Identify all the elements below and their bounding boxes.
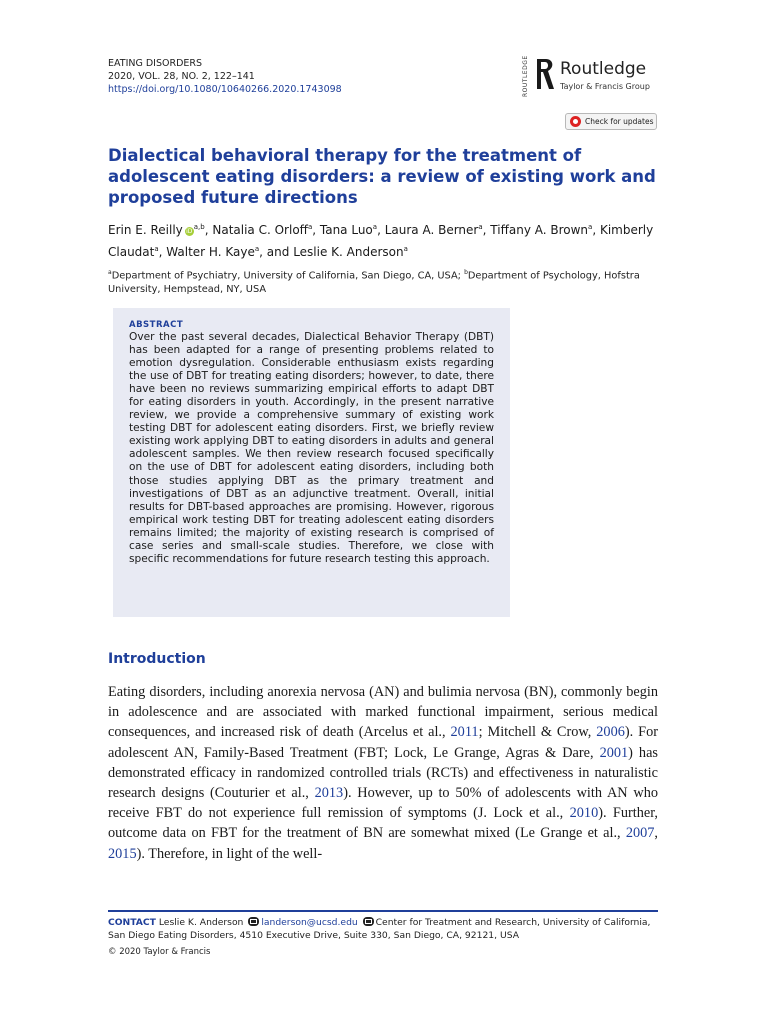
email-icon xyxy=(248,917,259,926)
abstract-heading: ABSTRACT xyxy=(129,320,184,330)
author-affiliation-marker: a xyxy=(154,245,159,253)
contact-email-link[interactable]: landerson@ucsd.edu xyxy=(261,917,358,928)
contact-label: CONTACT xyxy=(108,917,156,928)
orcid-icon[interactable]: iD xyxy=(186,228,193,235)
author-affiliation-marker: a xyxy=(403,245,408,253)
article-title: Dialectical behavioral therapy for the treatment of adolescent eating disorders: a review of existing work and proposed future directions xyxy=(108,146,656,207)
author-affiliation-marker: a,b xyxy=(193,223,205,231)
author-name: Tana Luo xyxy=(319,223,373,237)
abstract-box xyxy=(113,308,510,617)
citation-link[interactable]: 2010 xyxy=(569,805,599,822)
paragraph-text: ). Further, outcome data on FBT for the treatment of BN are somewhat mixed (Le Grange et al., xyxy=(108,805,659,842)
citation-link[interactable]: 2007 xyxy=(625,825,655,842)
update-badge-icon xyxy=(570,116,581,127)
affiliation-text: Department of Psychology, Hofstra University, Hempstead, NY, USA xyxy=(108,270,640,296)
author-affiliation-marker: a xyxy=(254,245,260,253)
abstract-text: Over the past several decades, Dialectical Behavior Therapy (DBT) has been adapted for a range of presenting problems related to emotion dysregulation. Considerable enthusiasm exists regarding the use of DBT for treating eating disorders; however, to date, there have been no reviews summarizing empirical efforts to adapt DBT for eating disorders in youth. Accordingly, in the present narrative review, we provide a comprehensive summary of existing work testing DBT for adolescent eating disorders. First, we briefly review existing work applying DBT to eating disorders in adults and general adolescent samples. We then review research focused specifically on the use of DBT for adolescent eating disorders, including both those studies applying DBT as the primary treatment and investigations of DBT as an adjunctive treatment. Overall, initial results for DBT-based approaches are promising. However, rigorous empirical work testing DBT for treating adolescent eating disorders remains limited; the majority of existing research is comprised of case series and small-scale studies. Therefore, we close with specific recommendations for future research testing this approach. xyxy=(129,331,494,565)
author-affiliation-marker: a xyxy=(372,223,378,231)
contact-info xyxy=(108,916,660,942)
footer-divider xyxy=(108,910,658,912)
affiliation-marker: a xyxy=(108,269,112,276)
introduction-paragraph xyxy=(108,682,658,864)
author-name: Tiffany A. Brown xyxy=(490,223,589,237)
paragraph-text: , xyxy=(654,825,658,842)
author-name: Leslie K. Anderson xyxy=(293,245,404,259)
publisher-vertical-text: ROUTLEDGE xyxy=(522,55,529,97)
citation-link[interactable]: 2011 xyxy=(450,724,479,741)
journal-info xyxy=(108,57,342,96)
section-heading-introduction: Introduction xyxy=(108,651,206,667)
author-list: Erin E. Reilly iD$^{a,b}$, Natalia C. Orloff$^a$, Tana Luo$^a$, Laura A. Berner$^a$, Tiffany A. Brown$^a$, Kimberly Claudat$^a$, Walter H. Kaye$^a$, and Leslie K. Anderson$^a$ xyxy=(108,223,654,259)
copyright: © 2020 Taylor & Francis xyxy=(108,947,211,957)
citation-link[interactable]: 2013 xyxy=(314,785,344,802)
author-affiliation-marker: a xyxy=(478,223,483,231)
publisher-group: Taylor & Francis Group xyxy=(560,82,650,91)
paragraph-text: ) has demonstrated efficacy in randomized controlled trials (RCTs) and effectiveness in naturalistic research designs (Couturier et al., xyxy=(108,744,658,802)
check-for-updates-label: Check for updates xyxy=(585,117,654,126)
paragraph-text: ). For adolescent AN, Family-Based Treatment (FBT; Lock, Le Grange, Agras & Dare, xyxy=(108,724,659,761)
citation-link[interactable]: 2001 xyxy=(599,744,629,761)
paragraph-text: Eating disorders, including anorexia nervosa (AN) and bulimia nervosa (BN), commonly begin in adolescence and are associated with marked functional impairment, serious medical consequences, and increased risk of death (Arcelus et al., xyxy=(108,684,658,741)
contact-address: Center for Treatment and Research, University of California, San Diego Eating Disorders, 4510 Executive Drive, Suite 330, San Diego, CA, 92121, USA xyxy=(108,917,651,941)
address-icon xyxy=(363,917,374,926)
affiliation-marker: b xyxy=(464,269,468,276)
paragraph-text: ). However, up to 50% of adolescents with AN who receive FBT do not experience full remission of symptoms (J. Lock et al., xyxy=(108,785,658,822)
author-name: Natalia C. Orloff xyxy=(212,223,308,237)
journal-volume: 2020, VOL. 28, NO. 2, 122–141 xyxy=(108,71,255,82)
citation-link[interactable]: 2015 xyxy=(108,845,137,862)
author-name: Kimberly Claudat xyxy=(108,223,654,259)
publisher-logo xyxy=(522,55,672,97)
affiliation-text: Department of Psychiatry, University of California, San Diego, CA, USA; xyxy=(111,270,465,282)
contact-name: Leslie K. Anderson xyxy=(158,917,244,928)
author-affiliation-marker: a xyxy=(588,223,593,231)
author-name: Walter H. Kaye xyxy=(166,245,255,259)
author-affiliation-marker: a xyxy=(307,223,313,231)
journal-name: EATING DISORDERS xyxy=(108,58,203,69)
doi-link[interactable]: https://doi.org/10.1080/10640266.2020.1743098 xyxy=(108,84,342,95)
paragraph-text: ; Mitchell & Crow, xyxy=(478,724,597,741)
paragraph-text: ). Therefore, in light of the well- xyxy=(136,845,323,862)
publisher-name: Routledge xyxy=(560,59,647,79)
author-name: Laura A. Berner xyxy=(384,223,479,237)
citation-link[interactable]: 2006 xyxy=(596,724,625,741)
check-for-updates-button[interactable] xyxy=(565,113,657,130)
affiliations xyxy=(108,266,668,297)
routledge-r-icon xyxy=(534,57,556,91)
author-name: Erin E. Reilly xyxy=(108,223,183,237)
